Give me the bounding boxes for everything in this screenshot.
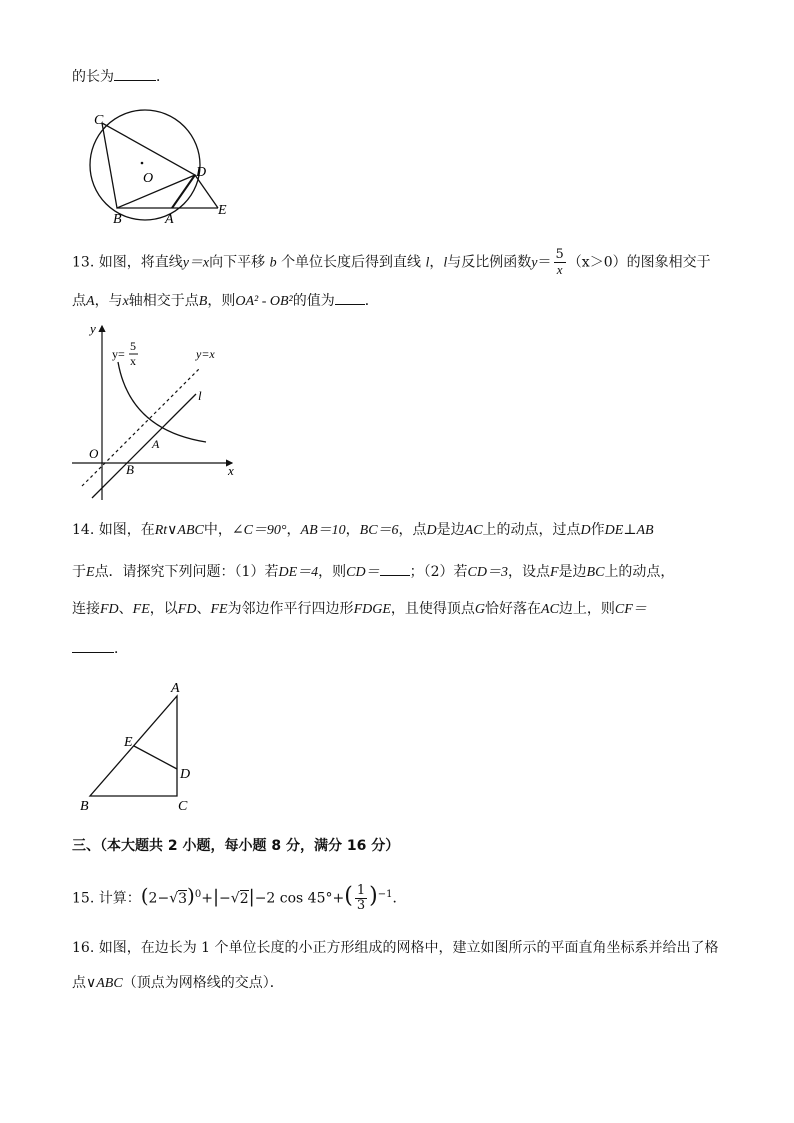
section-3-heading: 三、（本大题共 2 小题，每小题 8 分，满分 16 分） [72,838,400,854]
sqrt-2: √2 [230,890,249,907]
label-b: B [113,212,122,227]
label-a: A [165,212,174,227]
label-func-y: y= [112,347,125,361]
label-a: A [152,437,160,451]
label-d: D [180,767,191,782]
answer-blank-14-2 [72,638,114,653]
label-b: B [126,462,134,477]
figure-coordinate-plane [70,320,250,505]
question-13-line-2: 点A，与x轴相交于点B，则OA² - OB²的值为 ． [72,290,379,312]
prev-question-tail: 的长为 ． [72,66,170,87]
segment-ed [134,746,177,769]
fraction-1-over-3: $\frac{1}{3}$ [356,883,366,913]
label-d: D [196,165,207,180]
hyperbola-curve [118,362,206,442]
circle-o [90,110,200,220]
label-c: C [94,113,104,128]
line-l [92,394,196,498]
question-14-line-2: 于E点．请探究下列问题：（1）若DE＝4，则CD＝ ；（2）若CD＝3，设点F是边BC上的动点， [72,561,674,583]
prev-text: 的长为 [72,69,114,85]
label-o: O [143,171,154,186]
center-dot [141,162,144,165]
answer-blank-13 [335,290,365,305]
label-func-num: 5 [130,339,136,353]
label-c: C [178,799,188,814]
line-y-equals-x [82,368,200,486]
question-14-line-1: 14. 如图，在Rt∨ABC中，∠C＝90°，AB＝10，BC＝6，点D是边AC上的动点，过点D作DE⊥AB [72,522,654,538]
question-13-line-1: 13. 如图，将直线y＝x向下平移 b 个单位长度后得到直线 l，l与反比例函数y＝ $\frac{5}{x}$ （x＞0）的图象相交于 [72,247,711,277]
label-e: E [218,203,227,218]
answer-blank-14-1 [380,561,410,576]
fraction-5-over-x: $\frac{5}{x}$ [555,247,564,277]
label-func-den: x [130,354,136,368]
question-14-line-4: ． [72,638,128,659]
figure-circle [80,108,240,228]
axis-label-x: x [228,463,234,478]
label-y-equals-x: y=x [196,347,215,361]
label-a: A [171,681,180,696]
answer-blank-12 [114,66,156,81]
label-l: l [198,388,202,403]
figure-right-triangle [74,678,204,818]
triangle-abc [90,696,177,796]
label-e: E [124,735,133,750]
question-16-line-1: 16. 如图，在边长为 1 个单位长度的小正方形组成的网格中，建立如图所示的平面直角坐标系并给出了格 [72,940,719,956]
question-15: 15. 计算：$(2-√3)^0+|-√2|-2$ cos 45°+( $\frac{1}{3}$ )$^{-1}$． [72,883,407,913]
axis-label-y: y [90,321,96,336]
label-b: B [80,799,89,814]
question-16-line-2: 点∨ABC（顶点为网格线的交点）． [72,975,284,991]
question-14-line-3: 连接FD、FE，以FD、FE为邻边作平行四边形FDGE，且使得顶点G恰好落在AC边上，则CF＝ [72,601,647,617]
label-origin: O [89,446,99,461]
sqrt-3: √3 [169,890,188,907]
